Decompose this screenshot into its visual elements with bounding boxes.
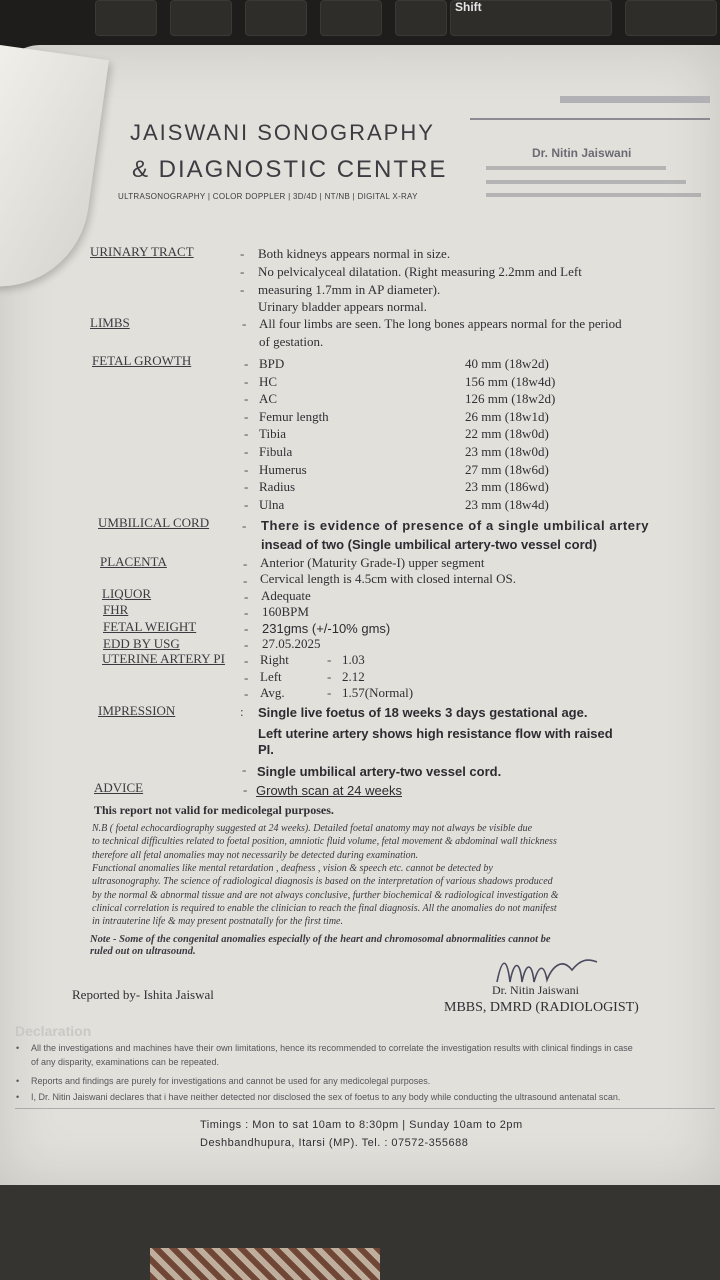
footer-divider <box>15 1108 715 1109</box>
limbs-line: All four limbs are seen. The long bones appears normal for the period <box>259 316 622 331</box>
umbilical-cord-label: UMBILICAL CORD <box>98 515 210 530</box>
doctor-credentials-line <box>486 193 701 197</box>
urinary-line: measuring 1.7mm in AP diameter). <box>258 282 441 297</box>
bullet: - <box>243 556 248 571</box>
umbilical-line: There is evidence of presence of a single umbilical artery <box>261 518 650 533</box>
keyboard-key <box>395 0 447 36</box>
bullet: • <box>16 1043 20 1053</box>
growth-value: 23 mm (18w0d) <box>465 444 549 459</box>
growth-value: 22 mm (18w0d) <box>465 426 549 442</box>
header-rule <box>470 118 710 120</box>
disclaimer-note: Note - Some of the congenital anomalies especially of the heart and chromosomal abnormalities cannot be <box>90 934 551 945</box>
placenta-line: Anterior (Maturity Grade-I) upper segment <box>260 555 485 570</box>
uterine-pi-value: 2.12 <box>342 668 365 684</box>
growth-value: 126 mm (18w2d) <box>465 391 556 407</box>
bullet: - <box>242 518 247 533</box>
bullet: - <box>244 637 249 652</box>
bullet: - <box>243 782 248 797</box>
fhr-value: 160BPM <box>262 604 309 619</box>
fabric-pattern <box>150 1248 380 1280</box>
bullet: - <box>327 685 332 700</box>
bullet: - <box>244 653 249 668</box>
fetal-growth-label: FETAL GROWTH <box>92 353 192 368</box>
keyboard-key <box>625 0 717 36</box>
growth-value: 27 mm (18w6d) <box>465 461 549 477</box>
growth-parameter: HC <box>259 373 278 389</box>
fhr-label: FHR <box>103 602 129 617</box>
header-decoration <box>560 96 710 103</box>
placenta-line: Cervical length is 4.5cm with closed internal OS. <box>260 571 516 586</box>
disclaimer-line: ultrasonography. The science of radiological diagnosis is based on the interpretation of various shadows produced <box>92 876 553 888</box>
disclaimer-line: therefore all fetal anomalies may not necessarily be detected during examination. <box>92 849 419 861</box>
bullet: - <box>244 391 249 407</box>
bullet: - <box>244 461 249 477</box>
advice-label: ADVICE <box>94 780 144 795</box>
doctor-credentials-line <box>486 166 666 170</box>
uterine-artery-label: UTERINE ARTERY PI <box>102 651 225 666</box>
uterine-side: Right <box>260 652 289 667</box>
keyboard-key <box>95 0 157 36</box>
growth-value: 40 mm (18w2d) <box>465 356 549 371</box>
uterine-side: Left <box>260 668 282 684</box>
growth-value: 23 mm (186wd) <box>465 479 549 495</box>
growth-parameter: Femur length <box>259 408 329 424</box>
impression-line: PI. <box>258 742 274 757</box>
impression-line: Single umbilical artery-two vessel cord. <box>257 764 502 779</box>
doctor-signature-name: Dr. Nitin Jaiswani <box>492 983 579 997</box>
bullet: - <box>244 373 249 389</box>
timings: Timings : Mon to sat 10am to 8:30pm | Sunday 10am to 2pm <box>200 1119 523 1131</box>
fetal-weight-label: FETAL WEIGHT <box>103 619 197 634</box>
liquor-label: LIQUOR <box>102 586 152 601</box>
limbs-label: LIMBS <box>90 315 130 330</box>
bullet: - <box>244 408 249 424</box>
urinary-line: No pelvicalyceal dilatation. (Right measuring 2.2mm and Left <box>258 264 582 279</box>
urinary-line: Urinary bladder appears normal. <box>258 299 427 314</box>
growth-parameter: Tibia <box>259 426 286 442</box>
declaration-line: Reports and findings are purely for investigations and cannot be used for any medicolegal purposes. <box>31 1076 431 1086</box>
edd-label: EDD BY USG <box>103 636 180 651</box>
bullet: - <box>327 652 332 667</box>
bullet: - <box>244 444 249 459</box>
disclaimer-line: by the normal & abnormal tissue and are not always conclusive, further biochemical & radiological investigation & <box>92 889 559 901</box>
impression-line: Left uterine artery shows high resistance flow with raised <box>258 726 613 741</box>
keyboard-key <box>320 0 382 36</box>
paper-curl <box>0 45 109 298</box>
bullet: - <box>244 670 249 685</box>
placenta-label: PLACENTA <box>100 554 167 569</box>
declaration-line: I, Dr. Nitin Jaiswani declares that i have neither detected nor disclosed the sex of foetus to any body while conducting the ultrasound antenatal scan. <box>31 1092 621 1102</box>
bullet: - <box>240 282 245 297</box>
bullet: - <box>244 589 249 604</box>
doctor-header-name: Dr. Nitin Jaiswani <box>532 146 632 160</box>
bullet: • <box>16 1092 20 1102</box>
declaration-title: Declaration <box>15 1023 92 1039</box>
advice-value: Growth scan at 24 weeks <box>256 783 402 798</box>
bullet: - <box>244 496 249 512</box>
centre-name-line2: & DIAGNOSTIC CENTRE <box>132 156 448 183</box>
bullet: - <box>243 573 248 588</box>
bullet: - <box>327 668 332 684</box>
bullet: - <box>244 686 249 701</box>
keyboard-key <box>170 0 232 36</box>
declaration-line: of any disparity, examinations can be repeated. <box>31 1057 219 1067</box>
liquor-value: Adequate <box>261 588 311 603</box>
urinary-tract-label: URINARY TRACT <box>90 244 194 259</box>
growth-value: 26 mm (18w1d) <box>465 408 549 424</box>
doctor-credentials-line <box>486 180 686 184</box>
bullet: - <box>244 356 249 371</box>
growth-parameter: Humerus <box>259 461 307 477</box>
bullet: - <box>240 246 245 261</box>
bullet: - <box>242 762 247 777</box>
disclaimer-line: N.B ( foetal echocardiography suggested at 24 weeks). Detailed foetal anatomy may not always be visible due <box>92 823 533 834</box>
reported-by: Reported by- Ishita Jaiswal <box>72 987 214 1002</box>
uterine-pi-value: 1.57(Normal) <box>342 685 414 700</box>
keyboard-key <box>245 0 307 36</box>
growth-value: 156 mm (18w4d) <box>465 373 556 389</box>
disclaimer-line: to technical difficulties related to foetal position, amniotic fluid volume, fetal movement & abdominal wall thickness <box>92 836 557 848</box>
bullet: - <box>244 479 249 495</box>
umbilical-line: insead of two (Single umbilical artery-two vessel cord) <box>261 537 597 552</box>
growth-parameter: Radius <box>259 479 296 495</box>
bullet: - <box>244 621 249 636</box>
declaration-line: All the investigations and machines have their own limitations, hence its recommended to correlate the investigation results with clinical findings in case <box>31 1043 633 1053</box>
bullet: - <box>242 316 247 331</box>
doctor-degree: MBBS, DMRD (RADIOLOGIST) <box>444 1000 639 1015</box>
growth-parameter: Fibula <box>259 444 293 459</box>
growth-parameter: Ulna <box>259 496 285 512</box>
services-line: ULTRASONOGRAPHY | COLOR DOPPLER | 3D/4D | NT/NB | DIGITAL X-RAY <box>118 192 418 201</box>
edd-value: 27.05.2025 <box>262 636 321 651</box>
disclaimer-line: in intrauterine life & may present postnatally for the first time. <box>92 916 343 928</box>
colon: : <box>240 704 244 719</box>
address: Deshbandhupura, Itarsi (MP). Tel. : 07572-355688 <box>200 1137 469 1149</box>
bullet: - <box>244 605 249 620</box>
uterine-pi-value: 1.03 <box>342 652 365 667</box>
disclaimer-line: Functional anomalies like mental retardation , deafness , vision & speech etc. cannot be detected by <box>92 862 493 874</box>
growth-parameter: BPD <box>259 356 285 371</box>
growth-value: 23 mm (18w4d) <box>465 496 549 512</box>
growth-parameter: AC <box>259 391 278 407</box>
bullet: - <box>240 264 245 279</box>
disclaimer-title: This report not valid for medicolegal purposes. <box>94 803 334 817</box>
impression-label: IMPRESSION <box>98 703 176 718</box>
impression-line: Single live foetus of 18 weeks 3 days gestational age. <box>258 705 588 720</box>
bullet: • <box>16 1076 20 1086</box>
fetal-weight-value: 231gms (+/-10% gms) <box>262 621 391 636</box>
urinary-line: Both kidneys appears normal in size. <box>258 246 451 261</box>
centre-name-line1: JAISWANI SONOGRAPHY <box>130 120 435 145</box>
uterine-side: Avg. <box>260 685 285 700</box>
limbs-line: of gestation. <box>259 334 324 349</box>
disclaimer-note: ruled out on ultrasound. <box>90 946 196 957</box>
disclaimer-line: clinical correlation is required to enable the clinician to reach the final diagnosis. All the anomalies do not manifest <box>92 902 557 914</box>
bullet: - <box>244 426 249 442</box>
shift-key-label: Shift <box>455 0 482 14</box>
